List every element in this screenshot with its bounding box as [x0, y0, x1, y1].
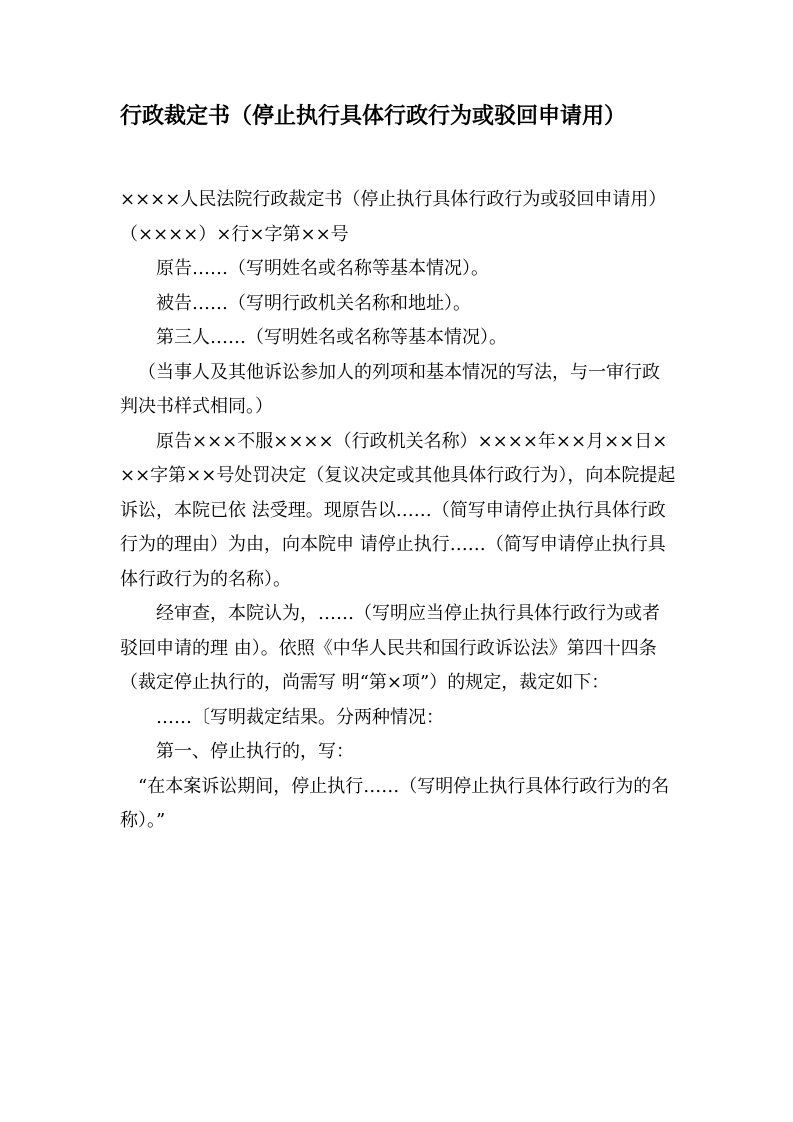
- document-body: [120, 183, 676, 839]
- third-party-line: 第三人……（写明姓名或名称等基本情况）。: [156, 327, 507, 348]
- parties-note: （当事人及其他诉讼参加人的列项和基本情况的写法，与一审行政判决书样式相同。）: [120, 361, 660, 417]
- plaintiff-line: 原告……（写明姓名或名称等基本情况）。: [156, 258, 489, 279]
- document-title: 行政裁定书（停止执行具体行政行为或驳回申请用）: [120, 103, 627, 129]
- ruling-case-one: 第一、停止执行的，写：: [156, 741, 354, 762]
- case-number: （××××）×行×字第××号: [120, 223, 349, 245]
- facts-paragraph: 原告×××不服××××（行政机关名称）××××年××月××日×××字第××号处罚决定（复议决定或其他具体行政行为），向本院提起诉讼，本院已依 法受理。现原告以……（简写申请停止执行具体行政行为的理由）为由，向本院申 请停止执行……（简写申请停止执行具体行政行为的名称）。: [120, 430, 676, 590]
- defendant-line: 被告……（写明行政机关名称和地址）。: [156, 292, 471, 314]
- court-heading: ××××人民法院行政裁定书（停止执行具体行政行为或驳回申请用）: [120, 189, 667, 210]
- ruling-intro: ……〔写明裁定结果。分两种情况：: [156, 706, 444, 728]
- ruling-quote: “在本案诉讼期间，停止执行……（写明停止执行具体行政行为的名称）。”: [120, 775, 670, 831]
- review-paragraph: 经审查，本院认为，……（写明应当停止执行具体行政行为或者驳回申请的理 由）。依照《中华人民共和国行政诉讼法》第四十四条（裁定停止执行的，尚需写 明“第×项”）的规定，裁定如下：: [120, 603, 660, 693]
